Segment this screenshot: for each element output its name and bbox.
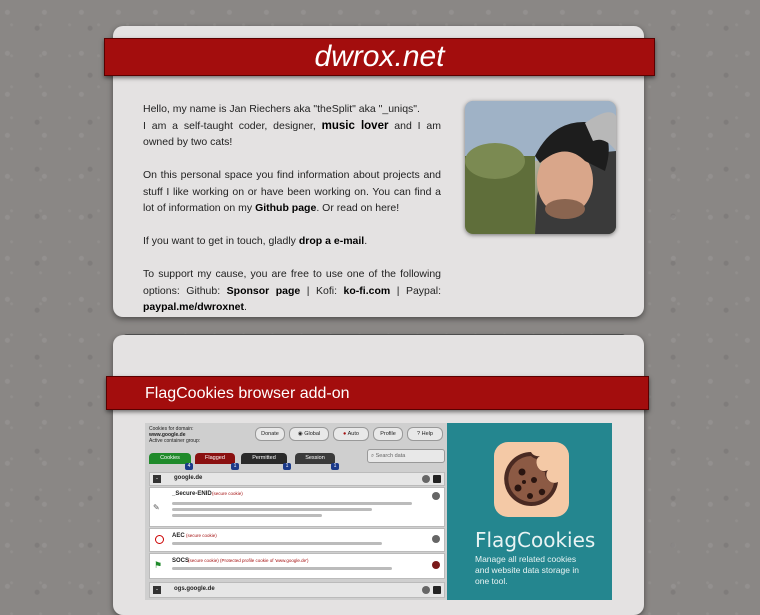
cookie-name: _Secure-ENID xyxy=(172,491,212,497)
tab-cookies[interactable] xyxy=(149,453,191,464)
cookie-note: (secure cookie) xyxy=(186,533,217,538)
tab-count-permitted: 1 xyxy=(283,463,291,470)
cookie-note: (secure cookie) (Protected profile cookie of 'www.google.de') xyxy=(188,558,309,563)
flagcookies-logo xyxy=(494,442,569,517)
tab-flagged[interactable] xyxy=(195,453,235,464)
auto-icon: ● xyxy=(343,431,347,437)
collapse-icon[interactable]: - xyxy=(153,586,161,594)
global-label: Global xyxy=(304,431,321,437)
domain-value: www.google.de xyxy=(149,432,186,438)
site-title-banner xyxy=(104,38,655,76)
intro-paragraph-2 xyxy=(143,167,441,217)
tab-count-flagged: 1 xyxy=(231,463,239,470)
music-lover-link[interactable]: music lover xyxy=(321,119,389,132)
sponsor-link[interactable]: Sponsor page xyxy=(226,284,301,297)
cookie-row-2[interactable] xyxy=(149,528,445,552)
trash-icon[interactable] xyxy=(433,475,441,483)
cookie-icon xyxy=(494,442,569,517)
pin-icon: ✎ xyxy=(153,503,160,512)
promo-description: Manage all related cookies and website data storage in one tool. xyxy=(475,554,579,586)
flag-icon[interactable]: ⚑ xyxy=(154,560,163,570)
domain-info xyxy=(149,426,200,444)
intro-contact: If you want to get in touch, gladly xyxy=(143,235,299,247)
group-name: google.de xyxy=(174,475,203,481)
intro-projects: On this personal space you find information about projects and stuff I like working on or have been working on. You can find a lot of information on my xyxy=(143,169,441,214)
collapse-icon[interactable]: - xyxy=(153,475,161,483)
intro-read-on: . Or read on here! xyxy=(316,202,400,214)
intro-end: . xyxy=(243,301,247,313)
intro-paragraph-1 xyxy=(143,101,441,151)
search-icon: ⌕ xyxy=(371,453,375,459)
tab-session-label: Session xyxy=(305,455,325,461)
cookie-name: AEC xyxy=(172,533,185,539)
cookie-note: (secure cookie) xyxy=(212,491,243,496)
tab-cookies-label: Cookies xyxy=(160,455,180,461)
trash-icon[interactable] xyxy=(433,586,441,594)
profile-photo-illustration xyxy=(465,101,616,234)
auto-label: Auto xyxy=(347,431,359,437)
check-icon[interactable] xyxy=(432,492,440,500)
check-icon[interactable] xyxy=(422,586,430,594)
blurred-value xyxy=(172,502,412,505)
kofi-link[interactable]: ko-fi.com xyxy=(343,284,391,297)
cookie-name: SOCS xyxy=(172,558,190,564)
donate-button[interactable]: Donate xyxy=(255,427,285,441)
flagcookies-screenshot xyxy=(145,423,612,600)
tab-permitted-label: Permitted xyxy=(252,455,276,461)
tab-count-cookies: 4 xyxy=(185,463,193,470)
email-link[interactable]: drop a e-mail xyxy=(298,235,365,247)
search-input[interactable] xyxy=(367,449,445,463)
tab-session[interactable] xyxy=(295,453,335,464)
profile-button[interactable]: Profile xyxy=(373,427,403,441)
profile-cookie-icon[interactable] xyxy=(432,561,440,569)
intro-selfdesc: I am a self-taught coder, designer, xyxy=(143,119,322,132)
help-label: Help xyxy=(421,431,433,437)
intro-text xyxy=(143,101,441,332)
global-button[interactable] xyxy=(289,427,329,441)
site-title: dwrox.net xyxy=(314,40,445,73)
globe-icon: ◉ xyxy=(297,431,303,437)
section-title-banner xyxy=(106,376,649,410)
kofi-label: | Kofi: xyxy=(300,284,344,297)
check-icon[interactable] xyxy=(432,535,440,543)
intro-support: To support my cause, you are free to use one of the following options: Github: xyxy=(143,268,441,297)
container-label: Active container group: xyxy=(149,438,201,444)
tab-permitted[interactable] xyxy=(241,453,287,464)
group-name: ogs.google.de xyxy=(174,586,215,592)
paypal-label: | Paypal: xyxy=(390,284,441,297)
flagcookies-promo xyxy=(447,423,612,600)
domain-label: Cookies for domain: xyxy=(149,426,194,432)
tab-flagged-label: Flagged xyxy=(205,455,225,461)
check-icon[interactable] xyxy=(422,475,430,483)
intro-cats: and I am owned by two cats! xyxy=(143,119,441,148)
group-row-google[interactable] xyxy=(149,472,445,486)
tab-count-session: 1 xyxy=(331,463,339,470)
github-page-link[interactable]: Github page xyxy=(255,202,317,214)
promo-title: FlagCookies xyxy=(475,528,596,552)
section-title: FlagCookies browser add-on xyxy=(145,385,350,402)
cookie-row-3[interactable] xyxy=(149,553,445,579)
blurred-value xyxy=(172,514,322,517)
intro-paragraph-4 xyxy=(143,266,441,316)
help-button[interactable] xyxy=(407,427,443,441)
search-placeholder: Search data xyxy=(375,453,406,459)
intro-greeting: Hello, my name is Jan Riechers aka "theSplit" aka "_uniqs". xyxy=(143,103,420,115)
blurred-value xyxy=(172,508,372,511)
auto-button[interactable] xyxy=(333,427,369,441)
intro-paragraph-3 xyxy=(143,233,441,250)
intro-period: . xyxy=(364,235,368,247)
blocked-icon[interactable] xyxy=(155,535,164,544)
profile-photo xyxy=(465,101,616,234)
blurred-value xyxy=(172,542,382,545)
blurred-value xyxy=(172,567,392,570)
group-row-ogs[interactable] xyxy=(149,582,445,598)
cookie-row-1[interactable] xyxy=(149,487,445,527)
help-icon: ? xyxy=(417,431,421,437)
addon-panel xyxy=(145,423,447,600)
paypal-link[interactable]: paypal.me/dwroxnet xyxy=(143,301,244,313)
